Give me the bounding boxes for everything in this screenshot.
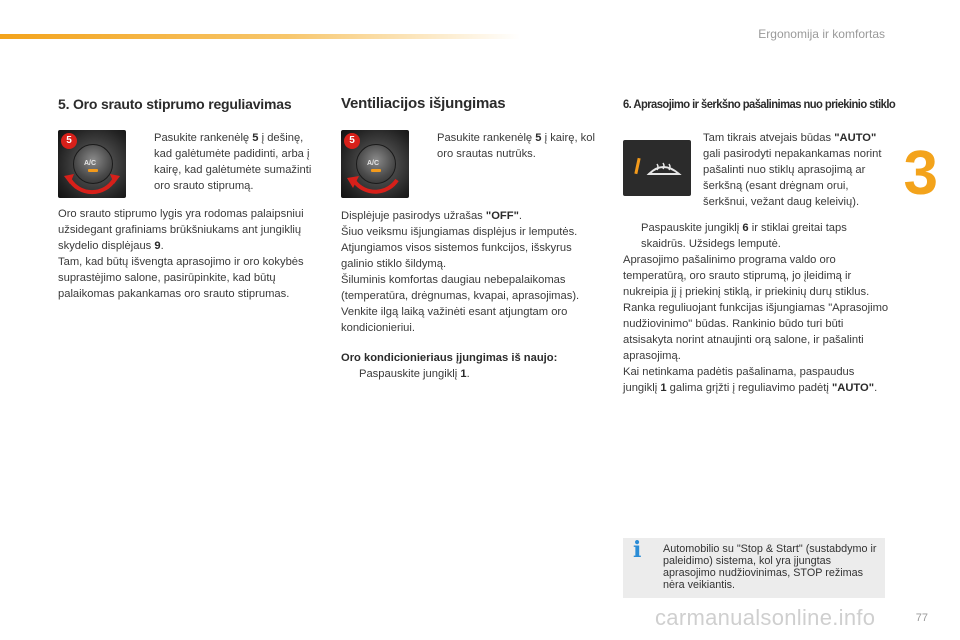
chapter-number: 3 [903,139,938,208]
defrost-step: Paspauskite jungiklį 6 ir stiklai greitai taps skaidrūs. Užsidegs lemputė. [623,220,891,252]
ac-restart-block [341,350,606,382]
info-icon: i [633,537,642,563]
section-title-airflow: 5. Oro srauto stiprumo reguliavimas [58,96,292,112]
ac-label: A/C [367,160,380,167]
running-header: Ergonomija ir komfortas [758,27,885,41]
bullet-icon [419,130,437,162]
knob-number-badge: 5 [344,133,360,149]
ventilation-step-row [341,130,606,198]
section-airflow [58,96,320,302]
defrost-intro: Tam tikrais atvejais būdas "AUTO" gali pasirodyti nepakankamas norint pašalinti nuo stiklų aprasojimą ar šerkšną (esant drėgnam orui, šerkšnui, vežant daug keleivių). [703,132,882,208]
defrost-intro-row [623,130,891,210]
defrost-button-illustration [623,140,691,196]
watermark: carmanualsonline.info [655,605,876,630]
info-note-text: Automobilio su "Stop & Start" (sustabdymo ir paleidimo) sistema, kol yra įjungtas aprasojimo nudžiovinimas, STOP režimas nėra veikiantis. [663,543,877,591]
page-number: 77 [915,612,928,624]
section-title-defrost: 6. Aprasojimo ir šerkšno pašalinimas nuo priekinio stiklo [623,97,896,111]
windscreen-defrost-icon [623,140,691,196]
defrost-description: Aprasojimo pašalinimo programa valdo oro temperatūrą, oro srauto stiprumą, jo įleidimą ir nukreipia jį į priekinį stiklą, ir priekinių durų stiklus. Ranka reguliuojant funkcijas išjungiamas "Aprasojimo nudžiovinimo" būdas. Rankinio būdo turi būti atsisakyta norint atnaujinti orą salone, ir pašalinti aprasojimą. Kai netinkama padėtis pašalinama, paspaudus jungiklį 1 galima grįžti į reguliavimo padėtį "AUTO". [623,254,889,394]
airflow-step-text: Pasukite rankenėlę 5 į dešinę, kad galėtumėte padidinti, arba į kairę, kad galėtumėte sumažinti oro srauto stiprumą. [154,132,312,192]
ac-restart-step: Paspauskite jungiklį 1. [341,366,606,382]
bullet-icon [341,366,359,382]
ventilation-description: Displėjuje pasirodys užrašas "OFF". Šiuo veiksmu išjungiamas displėjus ir lemputės. Atjungiamos visos sistemos funkcijos, išskyrus galinio stiklo šildymą. Šiluminis komfortas daugiau nebepalaikomas (temperatūra, drėgnumas, kvapai, aprasojimas). Venkite ilgą laiką važinėti esant atjungtam oro kondicionieriui. [341,210,580,334]
ventilation-step [409,130,606,162]
knob-number-badge: 5 [61,133,77,149]
ac-restart-subtitle: Oro kondicionieriaus įjungimas iš naujo: [341,352,558,364]
airflow-step [126,130,320,194]
ac-label: A/C [84,160,97,167]
ventilation-step-text: Pasukite rankenėlę 5 į kairę, kol oro srautas nutrūks. [437,132,595,160]
ventilation-knob-illustration [341,130,409,198]
info-note [623,538,885,598]
bullet-icon [623,220,641,252]
airflow-knob-illustration [58,130,126,198]
section-ventilation-off [341,96,606,382]
airflow-description: Oro srauto stiprumo lygis yra rodomas palaipsniui užsidegant grafiniams brūkšniukams ant jungiklių skydelio displėjaus 9. Tam, kad būtų išvengta aprasojimo ir oro kokybės suprastėjimo salone, pasirūpinkite, kad būtų palaikomas pakankamas oro srauto stiprumas. [58,208,304,300]
bullet-icon [136,130,154,194]
header-accent-bar [0,34,520,39]
section-title-ventilation: Ventiliacijos išjungimas [341,95,506,112]
airflow-step-row [58,130,320,198]
section-defrost [623,96,896,396]
